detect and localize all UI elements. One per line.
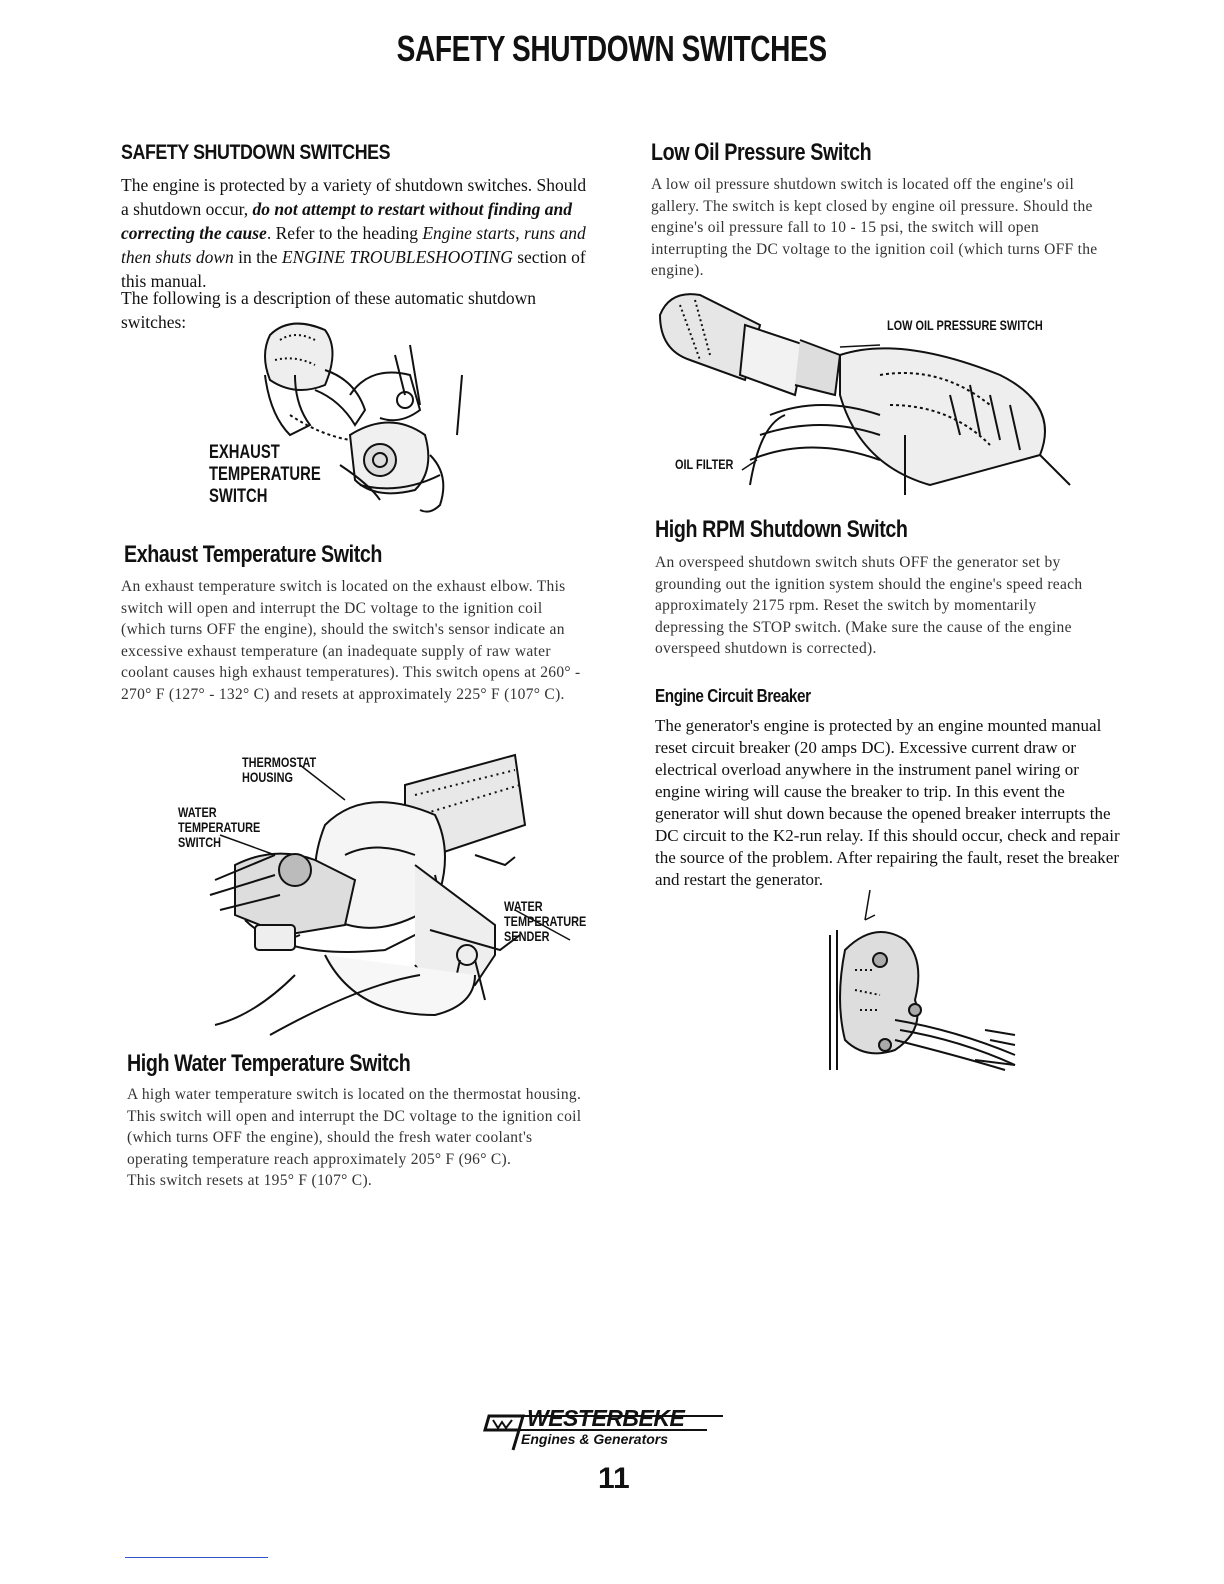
water-temperature-sender-label: WATER TEMPERATURE SENDER: [504, 898, 587, 944]
intro-heading: SAFETY SHUTDOWN SWITCHES: [121, 141, 391, 164]
exhaust-switch-label: EXHAUST TEMPERATURE SWITCH: [209, 442, 321, 507]
water-heading: High Water Temperature Switch: [127, 1050, 411, 1077]
breaker-paragraph: The generator's engine is protected by an engine mounted manual reset circuit breaker (20 amps DC). Excessive current draw or electrical overload anywhere in the instrument panel wiring or engine wiring will cause the breaker to trip. In this event the generator will shut down because the opened breaker interrupts the DC circuit to the K2-run relay. If this should occur, check and repair the source of the problem. After repairing the fault, reset the breaker and restart the generator.: [655, 716, 1120, 889]
oil-paragraph: A low oil pressure shutdown switch is located off the engine's oil gallery. The switch is kept closed by engine oil pressure. Should the engine's oil pressure fall to 10 - 15 psi, the switch will open interrupting the DC voltage to the ignition coil (which turns OFF the engine).: [651, 176, 1098, 279]
rpm-heading: High RPM Shutdown Switch: [655, 516, 908, 543]
page-number: 11: [598, 1462, 630, 1495]
logo-tagline: Engines & Generators: [521, 1431, 669, 1447]
water-temperature-illustration: [175, 745, 605, 1040]
oil-filter-label: OIL FILTER: [675, 456, 734, 472]
water-temperature-switch-label: WATER TEMPERATURE SWITCH: [178, 804, 261, 850]
page-title: SAFETY SHUTDOWN SWITCHES: [396, 28, 828, 69]
low-oil-pressure-switch-label: LOW OIL PRESSURE SWITCH: [887, 317, 1043, 333]
logo-brand: WESTERBEKE: [527, 1405, 685, 1431]
water-paragraph: A high water temperature switch is located on the thermostat housing. This switch will open and interrupt the DC voltage to the ignition coil (which turns OFF the engine), should the fresh water coolant's operating temperature reach approximately 205° F (96° C). This switch resets at 195° F (107° C).: [127, 1086, 582, 1189]
thermostat-housing-label: THERMOSTAT HOUSING: [242, 754, 317, 785]
circuit-breaker-illustration: [825, 890, 1025, 1075]
intro-paragraph: The engine is protected by a variety of shutdown switches. Should a shutdown occur, do not attempt to restart without finding and correcting the cause. Refer to the heading Engine starts, runs and then shuts down in the ENGINE TROUBLESHOOTING section of this manual.: [121, 175, 587, 291]
exhaust-paragraph: An exhaust temperature switch is located on the exhaust elbow. This switch will open and interrupt the DC voltage to the ignition coil (which turns OFF the engine), should the switch's sensor indicate an excessive exhaust temperature (an inadequate supply of raw water coolant causes high exhaust temperatures). This switch opens at 260° - 270° F (127° - 132° C) and resets at approximately 225° F (107° C).: [121, 578, 581, 703]
westerbeke-logo: [483, 1405, 743, 1468]
intro-paragraph-2: The following is a description of these automatic shutdown switches:: [121, 288, 537, 332]
footnote-rule: [125, 1557, 268, 1558]
oil-heading: Low Oil Pressure Switch: [651, 139, 872, 166]
breaker-heading: Engine Circuit Breaker: [655, 686, 811, 706]
exhaust-heading: Exhaust Temperature Switch: [124, 541, 383, 568]
rpm-paragraph: An overspeed shutdown switch shuts OFF the generator set by grounding out the ignition system should the engine's speed reach approximately 2175 rpm. Reset the switch by momentarily depressing the STOP switch. (Make sure the cause of the engine overspeed shutdown is corrected).: [655, 554, 1083, 657]
